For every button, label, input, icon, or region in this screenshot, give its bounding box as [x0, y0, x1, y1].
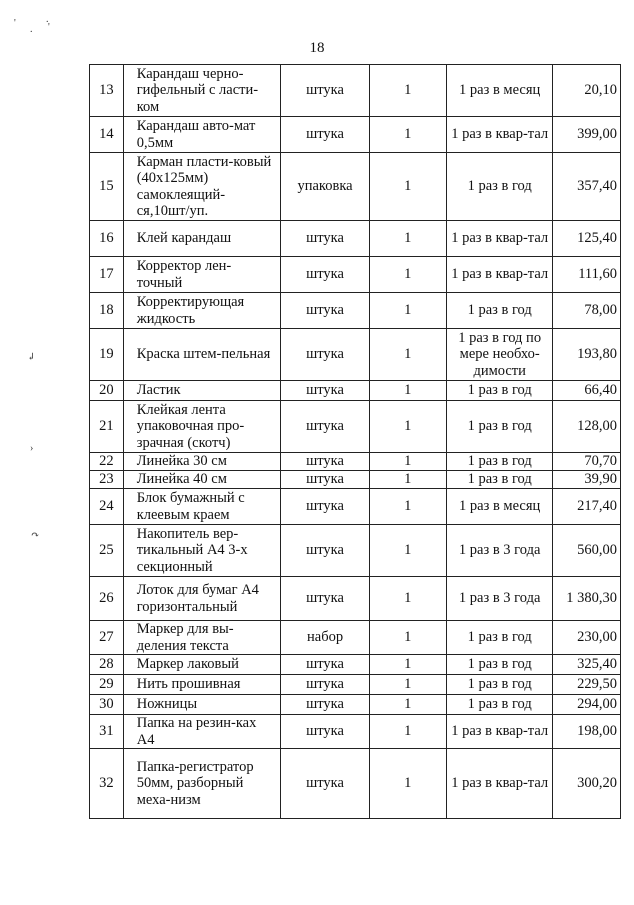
row-number: 29 — [99, 676, 114, 693]
item-unit-cell — [281, 221, 369, 257]
item-quantity: 1 — [404, 775, 412, 792]
item-price-cell — [553, 293, 621, 329]
item-price: 39,90 — [584, 471, 617, 488]
item-unit: штука — [306, 418, 344, 435]
item-frequency-cell — [446, 715, 553, 749]
item-quantity: 1 — [404, 676, 412, 693]
item-quantity: 1 — [404, 302, 412, 319]
item-price: 325,40 — [577, 656, 617, 673]
row-number-cell — [90, 153, 124, 221]
item-price-cell — [553, 381, 621, 401]
item-name: Маркер для вы-деления текста — [136, 621, 234, 654]
item-price-cell — [553, 655, 621, 675]
item-price: 78,00 — [584, 302, 617, 319]
item-price-cell — [553, 401, 621, 453]
item-price-cell — [553, 329, 621, 381]
item-name: Линейка 40 см — [136, 471, 227, 488]
table-row — [90, 489, 621, 525]
item-unit-cell — [281, 577, 369, 621]
row-number: 27 — [99, 629, 114, 646]
item-unit: штука — [306, 302, 344, 319]
item-unit-cell — [281, 401, 369, 453]
item-unit: штука — [306, 656, 344, 673]
row-number-cell — [90, 695, 124, 715]
item-price-cell — [553, 749, 621, 819]
table-row — [90, 221, 621, 257]
item-quantity: 1 — [404, 723, 412, 740]
table-row — [90, 655, 621, 675]
item-quantity-cell — [369, 117, 446, 153]
item-quantity-cell — [369, 695, 446, 715]
item-name-cell — [123, 221, 281, 257]
row-number: 24 — [99, 498, 114, 515]
item-quantity: 1 — [404, 498, 412, 515]
table-row — [90, 525, 621, 577]
row-number: 14 — [99, 126, 114, 143]
item-quantity: 1 — [404, 590, 412, 607]
row-number: 15 — [99, 178, 114, 195]
row-number: 21 — [99, 418, 114, 435]
item-name-cell — [123, 621, 281, 655]
item-frequency-cell — [446, 381, 553, 401]
item-quantity-cell — [369, 381, 446, 401]
item-frequency-cell — [446, 401, 553, 453]
item-name: Линейка 30 см — [136, 453, 227, 470]
table-row — [90, 257, 621, 293]
item-quantity: 1 — [404, 178, 412, 195]
item-frequency-cell — [446, 695, 553, 715]
item-quantity-cell — [369, 749, 446, 819]
row-number-cell — [90, 381, 124, 401]
item-quantity-cell — [369, 221, 446, 257]
row-number: 32 — [99, 775, 114, 792]
item-unit-cell — [281, 293, 369, 329]
row-number: 31 — [99, 723, 114, 740]
item-price: 560,00 — [577, 542, 617, 559]
item-name-cell — [123, 675, 281, 695]
item-frequency-cell — [446, 675, 553, 695]
item-quantity-cell — [369, 401, 446, 453]
row-number: 17 — [99, 266, 114, 283]
item-unit: штука — [306, 346, 344, 363]
row-number-cell — [90, 117, 124, 153]
item-name-cell — [123, 401, 281, 453]
row-number-cell — [90, 453, 124, 471]
item-price: 300,20 — [577, 775, 617, 792]
item-frequency-cell — [446, 153, 553, 221]
item-quantity: 1 — [404, 346, 412, 363]
item-frequency: 1 раз в 3 года — [458, 542, 541, 559]
item-frequency: 1 раз в год — [467, 676, 532, 693]
item-unit: набор — [307, 629, 344, 646]
row-number-cell — [90, 293, 124, 329]
item-quantity-cell — [369, 577, 446, 621]
row-number-cell — [90, 655, 124, 675]
item-quantity-cell — [369, 675, 446, 695]
item-unit-cell — [281, 453, 369, 471]
item-quantity-cell — [369, 453, 446, 471]
supplies-table — [89, 64, 621, 819]
item-price-cell — [553, 621, 621, 655]
item-name: Карандаш черно-гифельный с ласти-ком — [136, 66, 259, 115]
item-frequency-cell — [446, 577, 553, 621]
page-number: 18 — [309, 40, 325, 56]
item-price-cell — [553, 675, 621, 695]
row-number: 20 — [99, 382, 114, 399]
item-unit-cell — [281, 257, 369, 293]
table-row — [90, 117, 621, 153]
item-name-cell — [123, 655, 281, 675]
item-name: Корректирующая жидкость — [136, 294, 245, 327]
item-unit: штука — [306, 590, 344, 607]
item-price: 1 380,30 — [566, 590, 617, 607]
row-number-cell — [90, 471, 124, 489]
item-frequency: 1 раз в квар-тал — [451, 775, 549, 792]
item-price-cell — [553, 695, 621, 715]
item-frequency: 1 раз в год — [467, 656, 532, 673]
item-frequency: 1 раз в квар-тал — [451, 126, 549, 143]
row-number: 28 — [99, 656, 114, 673]
table-row — [90, 577, 621, 621]
item-price: 217,40 — [577, 498, 617, 515]
table-row — [90, 471, 621, 489]
item-frequency-cell — [446, 621, 553, 655]
row-number: 26 — [99, 590, 114, 607]
item-frequency: 1 раз в год — [467, 453, 532, 470]
table-row — [90, 715, 621, 749]
row-number-cell — [90, 329, 124, 381]
item-frequency: 1 раз в год — [467, 471, 532, 488]
table-row — [90, 695, 621, 715]
item-frequency-cell — [446, 471, 553, 489]
item-unit: штука — [306, 775, 344, 792]
row-number: 23 — [99, 471, 114, 488]
row-number: 22 — [99, 453, 114, 470]
item-quantity-cell — [369, 715, 446, 749]
item-price: 20,10 — [584, 82, 617, 99]
table-row — [90, 153, 621, 221]
item-unit-cell — [281, 715, 369, 749]
item-name-cell — [123, 257, 281, 293]
item-name-cell — [123, 329, 281, 381]
item-frequency-cell — [446, 257, 553, 293]
item-unit-cell — [281, 621, 369, 655]
table-row — [90, 453, 621, 471]
item-name-cell — [123, 577, 281, 621]
item-name-cell — [123, 381, 281, 401]
item-quantity-cell — [369, 621, 446, 655]
item-price: 294,00 — [577, 696, 617, 713]
item-name: Краска штем-пельная — [136, 346, 271, 363]
item-unit-cell — [281, 65, 369, 117]
item-price-cell — [553, 221, 621, 257]
item-unit-cell — [281, 525, 369, 577]
item-price: 357,40 — [577, 178, 617, 195]
item-quantity: 1 — [404, 471, 412, 488]
item-unit: штука — [306, 723, 344, 740]
item-quantity: 1 — [404, 418, 412, 435]
item-unit: штука — [306, 453, 344, 470]
item-frequency: 1 раз в год — [467, 696, 532, 713]
item-name-cell — [123, 695, 281, 715]
item-name-cell — [123, 749, 281, 819]
item-frequency: 1 раз в год — [467, 178, 532, 195]
item-quantity-cell — [369, 655, 446, 675]
item-price: 230,00 — [577, 629, 617, 646]
item-frequency: 1 раз в год — [467, 418, 532, 435]
row-number-cell — [90, 749, 124, 819]
item-price: 66,40 — [584, 382, 617, 399]
item-frequency-cell — [446, 749, 553, 819]
item-unit-cell — [281, 471, 369, 489]
row-number-cell — [90, 621, 124, 655]
item-frequency: 1 раз в квар-тал — [451, 266, 549, 283]
item-unit-cell — [281, 381, 369, 401]
row-number: 19 — [99, 346, 114, 363]
item-quantity: 1 — [404, 453, 412, 470]
item-price: 70,70 — [584, 453, 617, 470]
item-unit: штука — [306, 230, 344, 247]
item-quantity-cell — [369, 153, 446, 221]
table-row — [90, 65, 621, 117]
item-frequency-cell — [446, 117, 553, 153]
item-price-cell — [553, 65, 621, 117]
item-name-cell — [123, 471, 281, 489]
item-unit: упаковка — [297, 178, 353, 195]
item-name: Клей карандаш — [136, 230, 232, 247]
item-unit: штука — [306, 498, 344, 515]
item-frequency-cell — [446, 525, 553, 577]
item-unit: штука — [306, 266, 344, 283]
table-row — [90, 329, 621, 381]
row-number-cell — [90, 577, 124, 621]
item-name: Папка-регистратор 50мм, разборный меха-низм — [136, 759, 254, 808]
item-unit: штука — [306, 696, 344, 713]
item-name: Папка на резин-ках А4 — [136, 715, 257, 748]
row-number-cell — [90, 675, 124, 695]
item-frequency: 1 раз в 3 года — [458, 590, 541, 607]
item-quantity: 1 — [404, 82, 412, 99]
item-price-cell — [553, 117, 621, 153]
item-price: 193,80 — [577, 346, 617, 363]
table-row — [90, 749, 621, 819]
row-number-cell — [90, 525, 124, 577]
item-unit-cell — [281, 153, 369, 221]
item-price: 128,00 — [577, 418, 617, 435]
row-number-cell — [90, 65, 124, 117]
item-price-cell — [553, 525, 621, 577]
item-unit: штука — [306, 471, 344, 488]
item-quantity-cell — [369, 525, 446, 577]
item-name: Ножницы — [136, 696, 198, 713]
item-quantity: 1 — [404, 266, 412, 283]
item-frequency: 1 раз в год — [467, 302, 532, 319]
item-quantity: 1 — [404, 656, 412, 673]
row-number-cell — [90, 221, 124, 257]
item-name: Карман пласти-ковый (40х125мм) самоклеящий-ся,10шт/уп. — [136, 154, 272, 219]
row-number: 13 — [99, 82, 114, 99]
item-name: Маркер лаковый — [136, 656, 239, 673]
item-quantity-cell — [369, 471, 446, 489]
item-price-cell — [553, 715, 621, 749]
item-name-cell — [123, 117, 281, 153]
item-name-cell — [123, 715, 281, 749]
item-unit-cell — [281, 675, 369, 695]
item-name: Карандаш авто-мат 0,5мм — [136, 118, 256, 151]
table-row — [90, 401, 621, 453]
item-unit: штука — [306, 542, 344, 559]
item-name: Нить прошивная — [136, 676, 241, 693]
item-quantity-cell — [369, 489, 446, 525]
item-name: Накопитель вер-тикальный А4 3-х секционный — [136, 526, 248, 575]
item-unit-cell — [281, 117, 369, 153]
item-quantity-cell — [369, 65, 446, 117]
item-unit: штука — [306, 126, 344, 143]
row-number-cell — [90, 401, 124, 453]
item-frequency: 1 раз в год — [467, 382, 532, 399]
item-unit-cell — [281, 749, 369, 819]
item-frequency-cell — [446, 655, 553, 675]
item-frequency-cell — [446, 65, 553, 117]
item-frequency-cell — [446, 221, 553, 257]
item-price: 125,40 — [577, 230, 617, 247]
item-unit-cell — [281, 329, 369, 381]
item-quantity-cell — [369, 257, 446, 293]
item-name-cell — [123, 65, 281, 117]
item-price: 111,60 — [578, 266, 617, 283]
item-quantity-cell — [369, 329, 446, 381]
item-price: 198,00 — [577, 723, 617, 740]
item-frequency: 1 раз в год — [467, 629, 532, 646]
item-unit-cell — [281, 655, 369, 675]
row-number-cell — [90, 489, 124, 525]
item-quantity: 1 — [404, 382, 412, 399]
row-number: 18 — [99, 302, 114, 319]
table-row — [90, 381, 621, 401]
item-name-cell — [123, 153, 281, 221]
item-price-cell — [553, 471, 621, 489]
item-quantity: 1 — [404, 542, 412, 559]
item-quantity: 1 — [404, 230, 412, 247]
item-unit-cell — [281, 695, 369, 715]
item-name: Ластик — [136, 382, 181, 399]
item-price-cell — [553, 153, 621, 221]
item-frequency: 1 раз в квар-тал — [451, 230, 549, 247]
item-frequency: 1 раз в год по мере необхо-димости — [458, 330, 542, 379]
item-frequency-cell — [446, 293, 553, 329]
row-number-cell — [90, 257, 124, 293]
item-name: Блок бумажный с клеевым краем — [136, 490, 245, 523]
item-quantity-cell — [369, 293, 446, 329]
table-row — [90, 675, 621, 695]
row-number: 16 — [99, 230, 114, 247]
row-number: 25 — [99, 542, 114, 559]
item-quantity: 1 — [404, 696, 412, 713]
item-name-cell — [123, 525, 281, 577]
item-unit: штука — [306, 82, 344, 99]
item-frequency-cell — [446, 489, 553, 525]
item-name: Лоток для бумаг А4 горизонтальный — [136, 582, 259, 615]
item-price-cell — [553, 489, 621, 525]
item-unit: штука — [306, 382, 344, 399]
item-quantity: 1 — [404, 629, 412, 646]
item-name: Корректор лен-точный — [136, 258, 232, 291]
item-name-cell — [123, 293, 281, 329]
item-frequency-cell — [446, 329, 553, 381]
item-frequency-cell — [446, 453, 553, 471]
item-price-cell — [553, 453, 621, 471]
item-name: Клейкая лента упаковочная про-зрачная (скотч) — [136, 402, 245, 451]
item-frequency: 1 раз в квар-тал — [451, 723, 549, 740]
item-frequency: 1 раз в месяц — [459, 82, 541, 99]
item-quantity: 1 — [404, 126, 412, 143]
item-name-cell — [123, 453, 281, 471]
table-row — [90, 293, 621, 329]
item-price-cell — [553, 257, 621, 293]
table-row — [90, 621, 621, 655]
item-unit-cell — [281, 489, 369, 525]
item-unit: штука — [306, 676, 344, 693]
row-number: 30 — [99, 696, 114, 713]
item-price-cell — [553, 577, 621, 621]
item-price: 399,00 — [577, 126, 617, 143]
item-name-cell — [123, 489, 281, 525]
row-number-cell — [90, 715, 124, 749]
item-frequency: 1 раз в месяц — [459, 498, 541, 515]
item-price: 229,50 — [577, 676, 617, 693]
